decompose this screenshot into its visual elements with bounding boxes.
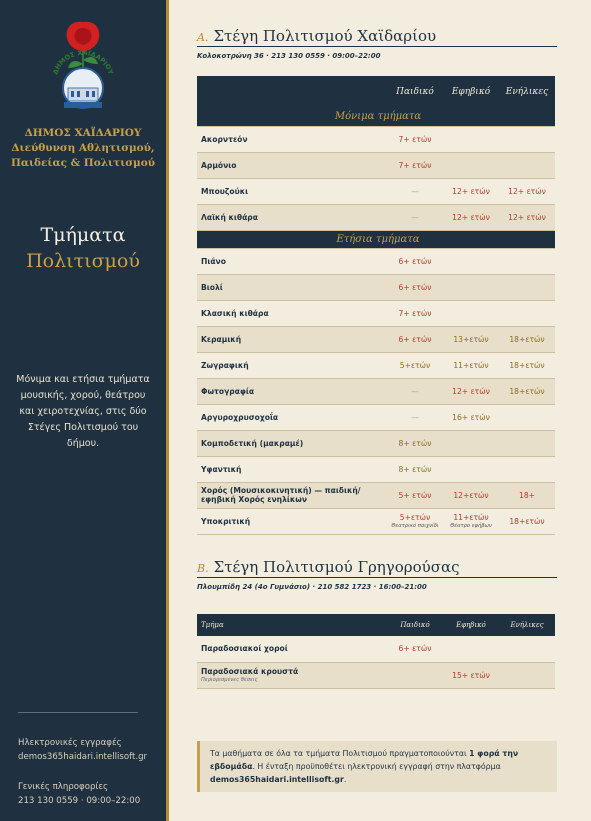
section-a-title: Στέγη Πολιτισμού Χαϊδαρίου (213, 27, 437, 45)
table-row (197, 404, 555, 430)
age-children: — (387, 178, 443, 204)
age-children: 5+ ετών (387, 482, 443, 508)
course-name: Υποκριτική (197, 508, 387, 534)
table-row (197, 456, 555, 482)
age-children: 7+ ετών (387, 300, 443, 326)
organization-name (6, 126, 160, 171)
section-a-address: Κολοκοτρώνη 36 · 213 130 0559 · 09:00–22:00 (197, 52, 381, 60)
header-course (197, 76, 387, 108)
table-row (197, 126, 555, 152)
course-name: Ακορντεόν (197, 126, 387, 152)
age-teens (443, 456, 499, 482)
course-name: Κομποδετική (μακραμέ) (197, 430, 387, 456)
section-a-rule (197, 46, 557, 47)
section-b-heading (197, 558, 557, 576)
course-name: Ζωγραφική (197, 352, 387, 378)
info-note (197, 741, 557, 792)
header-teens: Εφηβικό (443, 614, 499, 636)
table-row (197, 152, 555, 178)
table-row (197, 274, 555, 300)
section-b-table (197, 614, 555, 689)
age-children (387, 508, 443, 534)
age-teens: 12+ ετών (443, 378, 499, 404)
table-header-row (197, 614, 555, 636)
age-value: 11+ετών (453, 513, 489, 522)
course-note: Περιορισμένες θέσεις (201, 677, 258, 683)
age-adults: 18+ετών (499, 378, 555, 404)
age-children: 5+ετών (387, 352, 443, 378)
age-teens (443, 152, 499, 178)
table-row (197, 508, 555, 534)
age-adults: 18+ετών (499, 326, 555, 352)
note-text-1: Τα μαθήματα σε όλα τα τμήματα Πολιτισμού πραγματοποιούνται (210, 749, 470, 758)
org-line-1: ΔΗΜΟΣ ΧΑΪΔΑΡΙΟΥ (24, 127, 142, 139)
age-teens: 11+ετών (443, 352, 499, 378)
age-children: 8+ ετών (387, 430, 443, 456)
table-row (197, 662, 555, 688)
age-teens (443, 126, 499, 152)
age-adults (499, 126, 555, 152)
age-children: 7+ ετών (387, 152, 443, 178)
table-header-row (197, 76, 555, 108)
age-teens (443, 248, 499, 274)
contact-registration (18, 736, 147, 764)
course-name: Παραδοσιακοί χοροί (197, 636, 387, 662)
course-name: Μπουζούκι (197, 178, 387, 204)
section-b-title: Στέγη Πολιτισμού Γρηγορούσας (213, 558, 460, 576)
header-children: Παιδικό (387, 614, 443, 636)
section-b-letter: B. (197, 562, 209, 575)
age-note: Θεατρικό παιχνίδι (391, 523, 439, 529)
age-value: 5+ετών (399, 513, 431, 522)
age-teens: 16+ ετών (443, 404, 499, 430)
table-row (197, 326, 555, 352)
sidebar-title-line-2: Πολιτισμού (26, 250, 140, 272)
table-row (197, 352, 555, 378)
age-children: 6+ ετών (387, 274, 443, 300)
sidebar-gold-border (166, 0, 169, 821)
contact-label-info: Γενικές πληροφορίες (18, 782, 109, 792)
course-name: Κεραμική (197, 326, 387, 352)
course-name: Χορός (Μουσικοκινητική) — παιδική/εφηβική Χορός ενηλίκων (197, 482, 387, 508)
age-adults (499, 430, 555, 456)
section-a-letter: A. (197, 31, 209, 44)
category-row-annual (197, 230, 555, 248)
table-row (197, 378, 555, 404)
course-name: Βιολί (197, 274, 387, 300)
header-adults: Ενήλικες (499, 614, 555, 636)
table-row (197, 178, 555, 204)
age-adults (499, 274, 555, 300)
header-children: Παιδικό (387, 76, 443, 108)
category-row-permanent (197, 108, 555, 126)
table-row (197, 636, 555, 662)
category-label: Ετήσια τμήματα (197, 230, 555, 248)
age-adults (499, 636, 555, 662)
age-teens: 13+ετών (443, 326, 499, 352)
sidebar-title (6, 222, 160, 274)
age-adults (499, 300, 555, 326)
header-adults: Ενήλικες (499, 76, 555, 108)
registration-link[interactable]: demos365haidari.intellisoft.gr (18, 752, 148, 762)
age-teens (443, 430, 499, 456)
age-children: — (387, 378, 443, 404)
org-line-2: Διεύθυνση Αθλητισμού, (11, 142, 155, 154)
sidebar-description: Μόνιμα και ετήσια τμήματα μουσικής, χορού, θεάτρου και χειροτεχνίας, στις δύο Στέγες Πολιτισμού του δήμου. (16, 374, 150, 449)
section-b-address: Πλουμπίδη 24 (4ο Γυμνάσιο) · 210 582 1723 · 16:00–21:00 (197, 583, 427, 591)
sidebar-divider (18, 712, 138, 713)
section-a-heading (197, 27, 557, 45)
age-children: 6+ ετών (387, 248, 443, 274)
sidebar (0, 0, 166, 821)
age-children: — (387, 404, 443, 430)
age-adults (499, 404, 555, 430)
age-adults: 18+ (499, 482, 555, 508)
course-name: Αργυροχρυσοχοΐα (197, 404, 387, 430)
age-adults (499, 248, 555, 274)
section-a-table (197, 76, 555, 535)
age-children: 6+ ετών (387, 326, 443, 352)
section-b-rule (197, 577, 557, 578)
age-teens (443, 508, 499, 534)
age-children: — (387, 204, 443, 230)
course-name (197, 662, 387, 688)
age-adults: 18+ετών (499, 508, 555, 534)
table-row (197, 204, 555, 230)
sidebar-title-line-1: Τμήματα (40, 224, 126, 246)
age-adults: 18+ετών (499, 352, 555, 378)
age-adults (499, 456, 555, 482)
note-platform-link[interactable]: demos365haidari.intellisoft.gr (210, 775, 344, 784)
municipality-logo (48, 16, 118, 112)
age-adults: 12+ ετών (499, 178, 555, 204)
note-frequency: 1 φορά την εβδομάδα (210, 749, 519, 771)
table-row (197, 248, 555, 274)
age-adults: 12+ ετών (499, 204, 555, 230)
course-name: Υφαντική (197, 456, 387, 482)
note-text-3: . (343, 775, 347, 784)
age-adults (499, 662, 555, 688)
category-label: Μόνιμα τμήματα (197, 108, 555, 126)
course-name: Πιάνο (197, 248, 387, 274)
svg-text:ΔΗΜΟΣ ΧΑΪΔΑΡΙΟΥ: ΔΗΜΟΣ ΧΑΪΔΑΡΙΟΥ (51, 48, 115, 76)
header-teens: Εφηβικό (443, 76, 499, 108)
age-teens: 12+ ετών (443, 178, 499, 204)
org-line-3: Παιδείας & Πολιτισμού (10, 157, 156, 169)
header-course: Τμήμα (197, 614, 387, 636)
age-note: Θέατρο εφήβων (450, 523, 492, 529)
contact-label-registration: Ηλεκτρονικές εγγραφές (18, 738, 122, 748)
age-teens (443, 300, 499, 326)
course-name: Λαϊκή κιθάρα (197, 204, 387, 230)
age-adults (499, 152, 555, 178)
age-teens: 12+ ετών (443, 204, 499, 230)
table-row (197, 482, 555, 508)
info-phone-hours: 213 130 0559 · 09:00–22:00 (18, 796, 141, 806)
contact-info (18, 780, 140, 808)
age-teens (443, 274, 499, 300)
age-teens (443, 636, 499, 662)
age-teens: 12+ετών (443, 482, 499, 508)
table-row (197, 430, 555, 456)
course-name: Φωτογραφία (197, 378, 387, 404)
age-children: 6+ ετών (387, 636, 443, 662)
table-row (197, 300, 555, 326)
age-children: 8+ ετών (387, 456, 443, 482)
course-name-text: Παραδοσιακά κρουστά (201, 667, 299, 676)
age-children (387, 662, 443, 688)
course-name: Κλασική κιθάρα (197, 300, 387, 326)
age-children: 7+ ετών (387, 126, 443, 152)
note-text-2: . Η ένταξη προϋποθέτει ηλεκτρονική εγγραφή στην πλατφόρμα (252, 762, 501, 771)
age-teens: 15+ ετών (443, 662, 499, 688)
course-name: Αρμόνιο (197, 152, 387, 178)
